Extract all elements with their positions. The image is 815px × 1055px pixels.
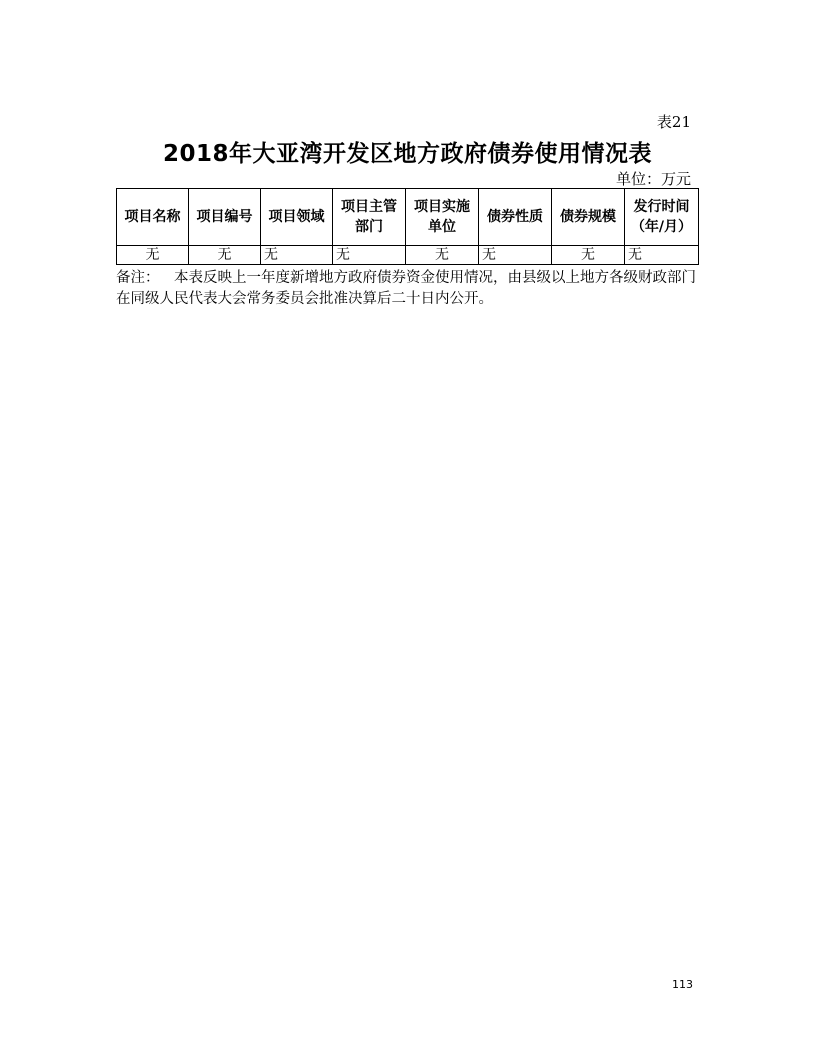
column-header-project-field: 项目领域 <box>261 189 333 246</box>
column-header-issue-date: 发行时间（年/月） <box>625 189 699 246</box>
table-cell: 无 <box>479 246 552 265</box>
column-header-implementing-unit: 项目实施单位 <box>406 189 479 246</box>
column-header-supervising-department: 项目主管部门 <box>333 189 406 246</box>
table-note <box>116 268 698 310</box>
table-cell: 无 <box>261 246 333 265</box>
table-cell: 无 <box>625 246 699 265</box>
table-header-row <box>117 189 699 246</box>
note-text: 本表反映上一年度新增地方政府债券资金使用情况，由县级以上地方各级财政部门在同级人民代表大会常务委员会批准决算后二十日内公开。 <box>116 270 696 307</box>
note-label: 备注： <box>116 270 160 286</box>
bond-usage-table <box>116 188 699 265</box>
unit-label: 单位：万元 <box>615 170 691 188</box>
table-cell: 无 <box>406 246 479 265</box>
page-title: 2018年大亚湾开发区地方政府债券使用情况表 <box>162 141 652 167</box>
table-row <box>117 246 699 265</box>
page-number: 113 <box>672 978 693 991</box>
column-header-bond-scale: 债券规模 <box>552 189 625 246</box>
table-cell: 无 <box>117 246 189 265</box>
table-cell: 无 <box>552 246 625 265</box>
column-header-bond-type: 债券性质 <box>479 189 552 246</box>
column-header-project-name: 项目名称 <box>117 189 189 246</box>
table-cell: 无 <box>189 246 261 265</box>
column-header-project-code: 项目编号 <box>189 189 261 246</box>
table-cell: 无 <box>333 246 406 265</box>
table-number: 表21 <box>656 113 691 131</box>
